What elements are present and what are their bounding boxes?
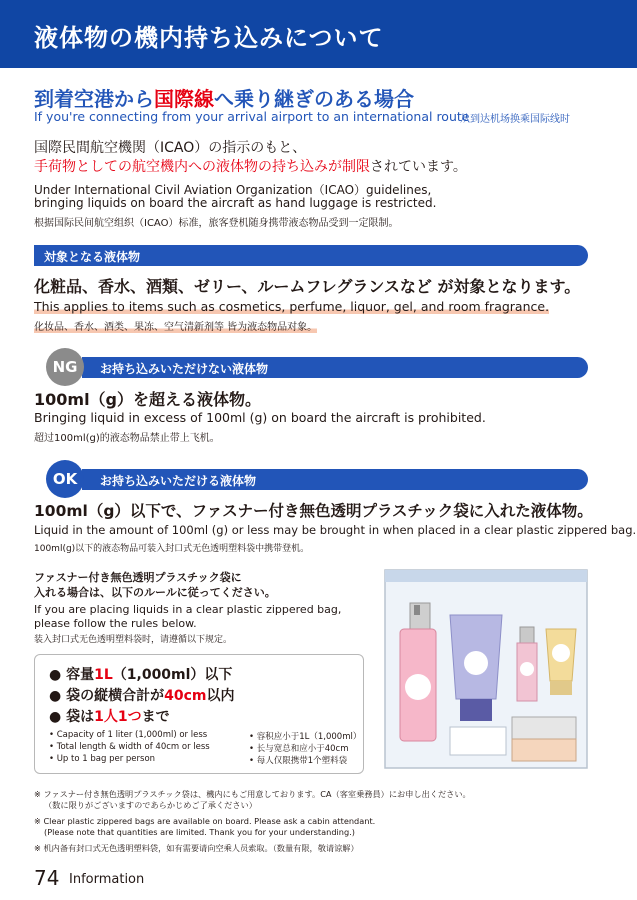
page-title: 液体物の機内持ち込みについて xyxy=(34,24,384,52)
transfer-subtitle-en: If you're connecting from your arrival airport to an international route xyxy=(34,109,470,124)
ok-text-en: Liquid in the amount of 100ml (g) or less may be brought in when placed in a clear plastic zippered bag. xyxy=(34,523,637,537)
lotion-cap xyxy=(460,699,492,721)
spray-head xyxy=(414,605,420,615)
note-1-jp-sub: （数に限りがございますのであらかじめご了承ください） xyxy=(44,800,257,810)
ng-text-cn: 超过100ml(g)的液态物品禁止带上飞机。 xyxy=(34,433,220,444)
rule-en-capacity: • Capacity of 1 liter (1,000ml) or less xyxy=(49,730,208,740)
rule-size-prefix: ● 袋の縦横合計が xyxy=(49,688,165,704)
rules-intro-jp-1: ファスナー付き無色透明プラスチック袋に xyxy=(34,571,242,584)
rules-intro-en-2: please follow the rules below. xyxy=(34,617,197,630)
ok-section-bar xyxy=(82,469,588,490)
rule-size xyxy=(49,685,234,705)
transfer-heading-part1: 到着空港から xyxy=(34,87,154,111)
rules-intro-cn: 装入封口式无色透明塑料袋时，请遵循以下规定。 xyxy=(34,635,233,645)
ng-text-en: Bringing liquid in excess of 100ml (g) on board the aircraft is prohibited. xyxy=(34,410,486,425)
rules-box xyxy=(34,654,364,774)
ok-section-label: お持ち込みいただける液体物 xyxy=(100,474,257,488)
ok-badge: OK xyxy=(46,460,84,498)
note-2-en-sub: (Please note that quantities are limited. Thank you for your understanding.) xyxy=(44,827,355,837)
icao-restriction-highlight: 手荷物としての航空機内への液体物の持ち込みが制限 xyxy=(34,159,370,175)
rule-cn-capacity: • 容积应小于1L（1,000ml） xyxy=(249,732,362,742)
rule-size-value: 40cm xyxy=(164,688,207,704)
icao-text-en-1: Under International Civil Aviation Organization（ICAO）guidelines, xyxy=(34,183,432,197)
small-case xyxy=(450,727,506,755)
transfer-heading-highlight: 国際線 xyxy=(154,87,214,111)
lotion-label xyxy=(464,651,488,675)
rule-cn-quantity: • 每人仅限携带1个塑料袋 xyxy=(249,756,348,766)
icao-text-jp-2 xyxy=(34,156,467,176)
rules-intro-en-1: If you are placing liquids in a clear plastic zippered bag, xyxy=(34,603,342,616)
rule-size-suffix: 以内 xyxy=(206,688,235,704)
page-header xyxy=(0,0,637,68)
transfer-heading xyxy=(34,83,414,112)
zipper-bag-illustration xyxy=(384,569,588,769)
icao-text-en-2: bringing liquids on board the aircraft as hand luggage is restricted. xyxy=(34,196,437,210)
target-text-en: This applies to items such as cosmetics, perfume, liquor, gel, and room fragrance. xyxy=(34,299,550,314)
rule-capacity-prefix: ● 容量 xyxy=(49,667,95,683)
ng-text-jp: 100ml（g）を超える液体物。 xyxy=(34,390,262,409)
rule-en-quantity: • Up to 1 bag per person xyxy=(49,754,156,764)
note-1-jp: ※ ファスナー付き無色透明プラスチック袋は、機内にもご用意しております。CA（客室乗務員）にお申し出ください。 xyxy=(34,789,471,799)
compact-case xyxy=(512,717,576,739)
ok-text-cn: 100ml(g)以下的液态物品可装入封口式无色透明塑料袋中携带登机。 xyxy=(34,544,310,554)
rule-capacity-suffix: （1,000ml）以下 xyxy=(112,667,233,683)
transfer-subtitle-cn: 从到达机场换乘国际线时 xyxy=(460,114,570,125)
page-number: 74 xyxy=(34,866,60,890)
target-section-bar xyxy=(34,245,588,266)
ng-section-bar xyxy=(82,357,588,378)
small-bottle-label xyxy=(520,662,534,676)
rule-capacity-value: 1L xyxy=(94,667,113,683)
rule-en-size: • Total length & width of 40cm or less xyxy=(49,742,210,752)
target-text-jp: 化粧品、香水、酒類、ゼリー、ルームフレグランスなど が対象となります。 xyxy=(34,277,581,296)
cream-label xyxy=(552,644,570,662)
ng-badge: NG xyxy=(46,348,84,386)
note-2-en: ※ Clear plastic zippered bags are available on board. Please ask a cabin attendant. xyxy=(34,816,376,826)
target-section-label: 対象となる液体物 xyxy=(44,250,141,264)
compact-base xyxy=(512,739,576,761)
rule-quantity-prefix: ● 袋は xyxy=(49,709,95,725)
page-section-label: Information xyxy=(69,872,145,887)
rule-quantity xyxy=(49,706,170,726)
icao-text-cn: 根据国际民间航空组织（ICAO）标准，旅客登机随身携带液态物品受到一定限制。 xyxy=(34,218,399,229)
perfume-label xyxy=(405,674,431,700)
icao-text-jp-1: 国際民間航空機関（ICAO）の指示のもと、 xyxy=(34,140,307,156)
transfer-heading-part3: へ乗り継ぎのある場合 xyxy=(214,87,414,111)
rule-quantity-value: 1人1つ xyxy=(94,709,142,725)
ok-text-jp: 100ml（g）以下で、ファスナー付き無色透明プラスチック袋に入れた液体物。 xyxy=(34,502,593,520)
rules-intro-jp-2: 入れる場合は、以下のルールに従ってください。 xyxy=(34,586,276,599)
rule-cn-size: • 长与宽总和应小于40cm xyxy=(249,744,349,754)
rule-capacity xyxy=(49,664,232,684)
small-bottle-cap xyxy=(520,627,534,643)
bag-zipper xyxy=(385,570,587,582)
target-text-cn: 化妆品、香水、酒类、果冻、空气清新剂等 皆为液态物品对象。 xyxy=(34,318,317,333)
ng-section-label: お持ち込みいただけない液体物 xyxy=(100,362,269,376)
note-3-cn: ※ 机内备有封口式无色透明塑料袋，如有需要请向空乘人员索取。（数量有限，敬请谅解） xyxy=(34,843,359,853)
icao-text-jp-2-rest: されています。 xyxy=(370,159,467,175)
rule-quantity-suffix: まで xyxy=(141,709,170,725)
cream-cap xyxy=(550,681,572,695)
